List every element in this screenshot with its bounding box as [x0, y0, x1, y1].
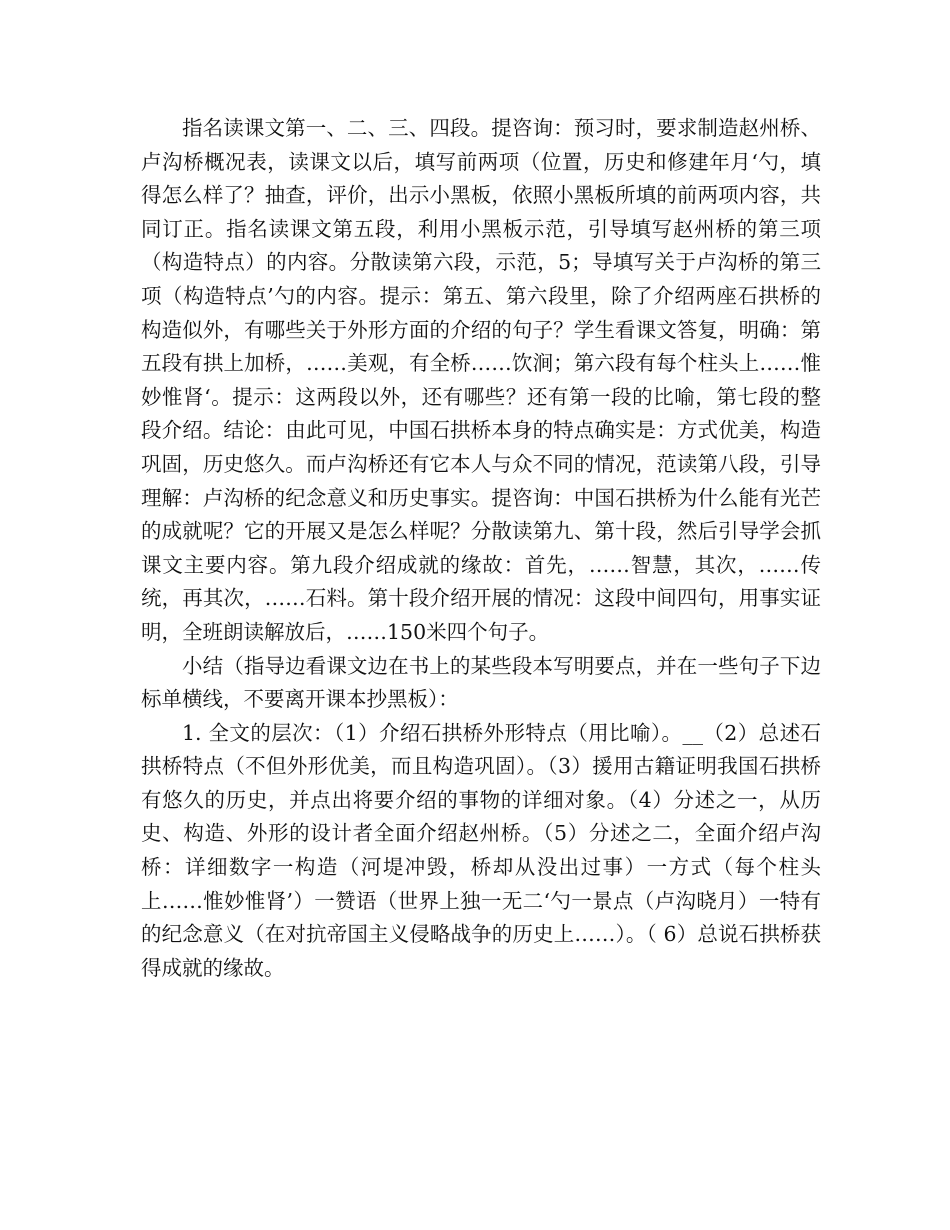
- paragraph-lesson-steps: 指名读课文第一、二、三、四段。提咨询：预习时，要求制造赵州桥、卢沟桥概况表，读课文以后，填写前两项（位置，历史和修建年月‘勺，填得怎么样了？抽查，评价，出示小黑板，依照小黑板所填的前两项内容，共同订正。指名读课文第五段，利用小黑板示范，引导填写赵州桥的第三项（构造特点）的内容。分散读第六段，示范，5；导填写关于卢沟桥的第三项（构造特点’勺的内容。提示：第五、第六段里，除了介绍两座石拱桥的构造似外，有哪些关于外形方面的介绍的句子？学生看课文答复，明确：第五段有拱上加桥，……美观，有全桥……饮涧；第六段有每个柱头上……惟妙惟肾‘。提示：这两段以外，还有哪些？还有第一段的比喻，第七段的整段介绍。结论：由此可见，中国石拱桥本身的特点确实是：方式优美，构造巩固，历史悠久。而卢沟桥还有它本人与众不同的情况，范读第八段，引导理解：卢沟桥的纪念意义和历史事实。提咨询：中国石拱桥为什么能有光芒的成就呢？它的开展又是怎么样呢？分散读第九、第十段，然后引导学会抓课文主要内容。第九段介绍成就的缘故：首先，……智慧，其次，……传统，再其次，……石料。第十段介绍开展的情况：这段中间四句，用事实证明，全班朗读解放后，……150米四个句子。: [141, 116, 821, 644]
- paragraph-structure-list: 1. 全文的层次：（1）介绍石拱桥外形特点（用比喻）。__（2）总述石拱桥特点（不但外形优美，而且构造巩固）。（3）援用古籍证明我国石拱桥有悠久的历史，并点出将要介绍的事物的详细对象。（4）分述之一，从历史、构造、外形的设计者全面介绍赵州桥。（5）分述之二，全面介绍卢沟桥：详细数字一构造（河堤冲毁，桥却从没出过事）一方式（每个柱头上……惟妙惟肾’）一赞语（世界上独一无二‘勺一景点（卢沟晓月）一特有的纪念意义（在对抗帝国主义侵略战争的历史上……）。（ 6）总说石拱桥获得成就的缘故。: [141, 720, 821, 980]
- paragraph-summary-intro: 小结（指导边看课文边在书上的某些段本写明要点，并在一些句子下边标单横线，不要离开课本抄黑板）：: [141, 653, 821, 712]
- document-body: [141, 112, 821, 985]
